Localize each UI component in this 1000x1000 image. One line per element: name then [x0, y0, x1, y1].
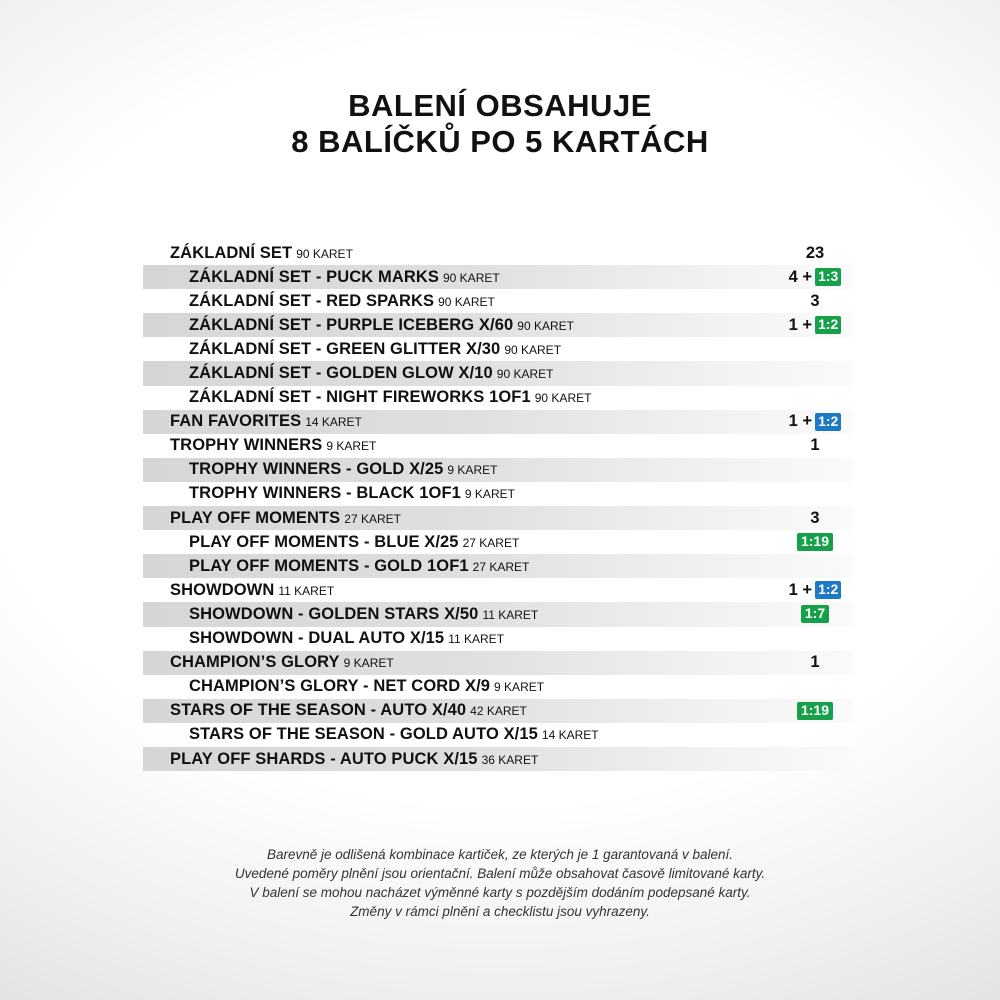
- set-name: PLAY OFF SHARDS - AUTO PUCK X/15: [170, 749, 478, 768]
- table-row: [143, 265, 853, 289]
- card-count: 14 KARET: [305, 415, 362, 430]
- card-count: 9 KARET: [464, 487, 515, 502]
- row-ratio: [780, 289, 850, 313]
- set-name: PLAY OFF MOMENTS - BLUE X/25: [189, 532, 459, 551]
- row-label: [143, 725, 599, 744]
- table-row: [143, 506, 853, 530]
- cards-per-pack: 23: [805, 243, 825, 262]
- row-ratio: [780, 482, 850, 506]
- green-ratio-badge: 1:7: [801, 605, 829, 623]
- footer-line: V balení se mohou nacházet výměnné karty s pozdějším dodáním podepsané karty.: [249, 885, 751, 900]
- cards-per-pack: 3: [810, 508, 820, 527]
- table-row: [143, 747, 853, 771]
- card-count: 90 KARET: [517, 318, 574, 333]
- card-count: 27 KARET: [462, 535, 520, 550]
- row-ratio: [780, 241, 850, 265]
- cards-per-pack: 1 +: [788, 580, 813, 599]
- table-row: [143, 386, 853, 410]
- row-ratio: [780, 361, 850, 385]
- row-label: [143, 605, 538, 624]
- row-label: [143, 509, 401, 528]
- set-name: TROPHY WINNERS - GOLD X/25: [189, 460, 444, 479]
- card-count: 9 KARET: [494, 680, 545, 695]
- table-row: [143, 458, 853, 482]
- card-count: 90 KARET: [496, 367, 554, 382]
- set-name: CHAMPION’S GLORY - NET CORD X/9: [189, 677, 491, 696]
- footer-notes: [0, 845, 1000, 921]
- blue-ratio-badge: 1:2: [815, 413, 841, 431]
- row-ratio: [780, 651, 850, 675]
- table-row: [143, 627, 853, 651]
- table-row: [143, 241, 853, 265]
- table-row: [143, 651, 853, 675]
- row-label: [143, 244, 353, 263]
- table-row: [143, 482, 853, 506]
- row-ratio: [780, 675, 850, 699]
- row-label: [143, 581, 334, 600]
- row-label: [143, 436, 376, 455]
- blue-ratio-badge: 1:2: [815, 581, 841, 599]
- card-count: 90 KARET: [296, 246, 353, 261]
- card-count: 11 KARET: [448, 632, 505, 647]
- card-count: 90 KARET: [438, 294, 495, 309]
- card-count: 42 KARET: [470, 704, 527, 719]
- green-ratio-badge: 1:2: [815, 316, 841, 334]
- set-name: ZÁKLADNÍ SET - NIGHT FIREWORKS 1OF1: [189, 388, 531, 407]
- card-count: 90 KARET: [504, 342, 562, 357]
- card-count: 9 KARET: [343, 656, 394, 671]
- green-ratio-badge: 1:19: [797, 533, 833, 551]
- row-label: [143, 340, 561, 359]
- set-name: ZÁKLADNÍ SET: [170, 243, 293, 262]
- row-ratio: [780, 747, 850, 771]
- row-label: [143, 268, 500, 287]
- footer-line: Změny v rámci plnění a checklistu jsou vyhrazeny.: [350, 904, 650, 919]
- card-count: 11 KARET: [482, 607, 539, 622]
- row-ratio: [780, 265, 850, 289]
- set-name: ZÁKLADNÍ SET - PUCK MARKS: [189, 267, 439, 286]
- row-ratio: [780, 434, 850, 458]
- row-ratio: [780, 578, 850, 602]
- card-count: 27 KARET: [344, 511, 401, 526]
- row-ratio: [780, 458, 850, 482]
- footer-line: Uvedené poměry plnění jsou orientační. Balení může obsahovat časově limitované karty.: [234, 866, 766, 881]
- cards-per-pack: 1: [810, 436, 820, 455]
- table-row: [143, 337, 853, 361]
- set-name: STARS OF THE SEASON - AUTO X/40: [170, 701, 467, 720]
- cards-per-pack: 4 +: [788, 267, 813, 286]
- green-ratio-badge: 1:19: [797, 702, 833, 720]
- row-ratio: [780, 506, 850, 530]
- card-count: 90 KARET: [534, 391, 592, 406]
- table-row: [143, 675, 853, 699]
- set-name: ZÁKLADNÍ SET - PURPLE ICEBERG X/60: [189, 315, 514, 334]
- row-ratio: [780, 699, 850, 723]
- table-row: [143, 313, 853, 337]
- set-name: SHOWDOWN: [170, 580, 275, 599]
- row-label: [143, 292, 495, 311]
- row-label: [143, 677, 544, 696]
- set-name: TROPHY WINNERS: [170, 436, 323, 455]
- table-row: [143, 530, 853, 554]
- table-row: [143, 361, 853, 385]
- set-name: TROPHY WINNERS - BLACK 1OF1: [189, 484, 461, 503]
- row-ratio: [780, 602, 850, 626]
- set-name: ZÁKLADNÍ SET - GREEN GLITTER X/30: [189, 339, 501, 358]
- cards-per-pack: 1: [810, 653, 820, 672]
- table-row: [143, 289, 853, 313]
- card-count: 14 KARET: [541, 728, 599, 743]
- footer-line: Barevně je odlišená kombinace kartiček, ze kterých je 1 garantovaná v balení.: [266, 847, 733, 862]
- row-label: [143, 412, 362, 431]
- set-name: PLAY OFF MOMENTS: [170, 508, 341, 527]
- table-row: [143, 699, 853, 723]
- row-label: [143, 701, 527, 720]
- row-label: [143, 750, 538, 769]
- card-count: 9 KARET: [326, 439, 377, 454]
- set-name: SHOWDOWN - GOLDEN STARS X/50: [189, 604, 479, 623]
- row-ratio: [780, 313, 850, 337]
- row-ratio: [780, 530, 850, 554]
- green-ratio-badge: 1:3: [815, 268, 841, 286]
- card-count: 9 KARET: [447, 463, 498, 478]
- row-label: [143, 388, 591, 407]
- row-ratio: [780, 723, 850, 747]
- table-row: [143, 602, 853, 626]
- row-label: [143, 484, 515, 503]
- table-row: [143, 410, 853, 434]
- page-title: [0, 88, 1000, 160]
- row-ratio: [780, 386, 850, 410]
- row-ratio: [780, 337, 850, 361]
- row-label: [143, 557, 529, 576]
- row-label: [143, 533, 519, 552]
- set-name: STARS OF THE SEASON - GOLD AUTO X/15: [189, 725, 538, 744]
- set-name: FAN FAVORITES: [170, 412, 302, 431]
- cards-per-pack: 1 +: [788, 412, 813, 431]
- set-name: ZÁKLADNÍ SET - GOLDEN GLOW X/10: [189, 364, 493, 383]
- set-name: ZÁKLADNÍ SET - RED SPARKS: [189, 291, 435, 310]
- row-label: [143, 629, 504, 648]
- card-count: 36 KARET: [481, 752, 539, 767]
- cards-per-pack: 1 +: [788, 315, 813, 334]
- row-label: [143, 316, 574, 335]
- set-name: SHOWDOWN - DUAL AUTO X/15: [189, 629, 445, 648]
- table-row: [143, 578, 853, 602]
- pack-contents-table: [143, 241, 853, 771]
- set-name: CHAMPION’S GLORY: [170, 653, 340, 672]
- card-count: 90 KARET: [443, 270, 500, 285]
- row-label: [143, 460, 497, 479]
- table-row: [143, 434, 853, 458]
- table-row: [143, 554, 853, 578]
- table-row: [143, 723, 853, 747]
- title-line-1: BALENÍ OBSAHUJE: [348, 88, 652, 123]
- row-ratio: [780, 554, 850, 578]
- row-ratio: [780, 410, 850, 434]
- title-line-2: 8 BALÍČKŮ PO 5 KARTÁCH: [291, 124, 709, 159]
- card-count: 11 KARET: [278, 583, 335, 598]
- row-label: [143, 364, 553, 383]
- cards-per-pack: 3: [810, 291, 820, 310]
- row-label: [143, 653, 394, 672]
- card-count: 27 KARET: [472, 559, 530, 574]
- set-name: PLAY OFF MOMENTS - GOLD 1OF1: [189, 556, 469, 575]
- row-ratio: [780, 627, 850, 651]
